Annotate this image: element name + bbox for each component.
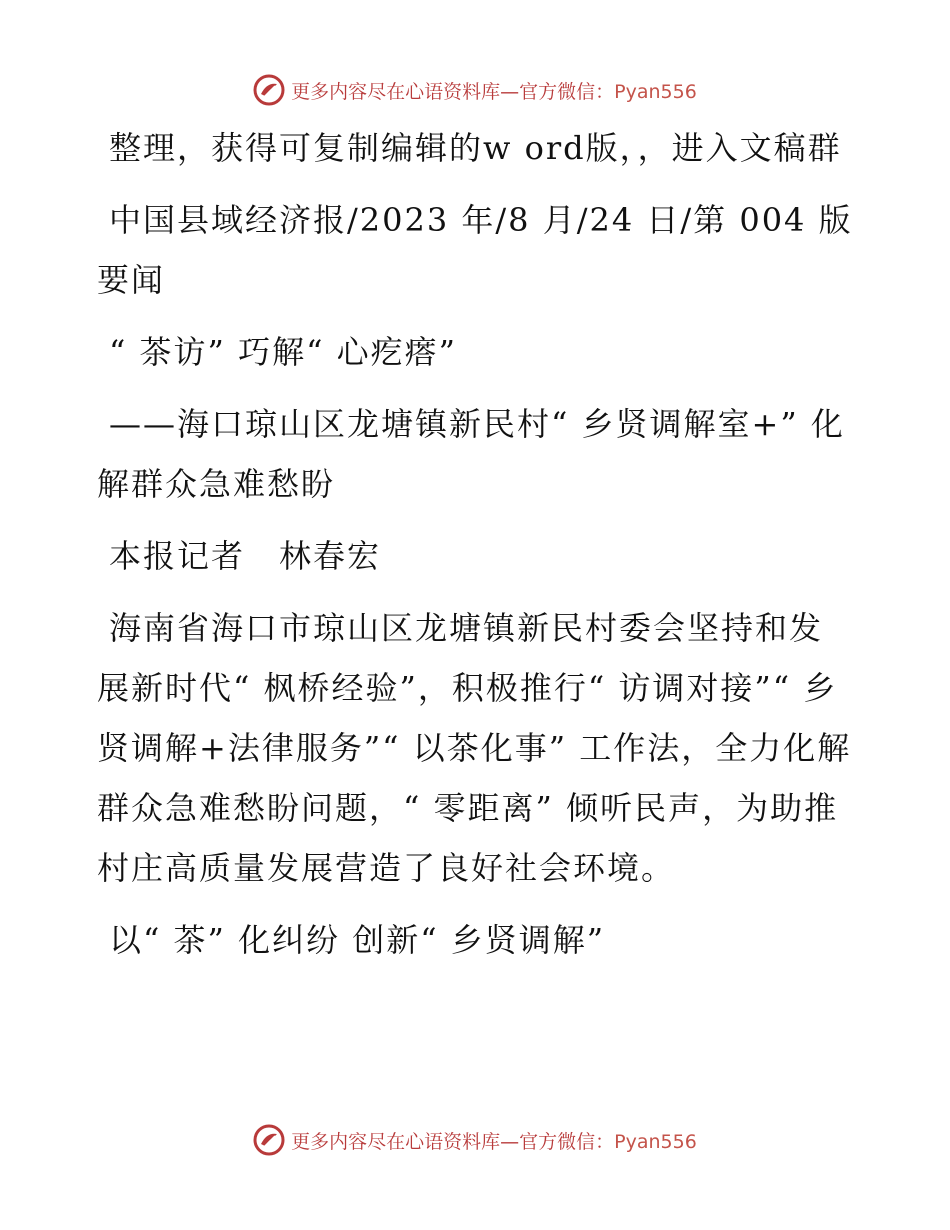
wechat-id: Pyan556: [614, 80, 697, 103]
section-heading: 以“ 茶” 化纠纷 创新“ 乡贤调解”: [109, 921, 606, 959]
banner-text: [291, 77, 697, 104]
banner-label: 更多内容尽在心语资料库—官方微信：: [291, 1130, 615, 1153]
body-paragraph: 海南省海口市琼山区龙塘镇新民村委会坚持和发展新时代“ 枫桥经验”，积极推行“ 访调对接”“ 乡贤调解+法律服务”“ 以茶化事” 工作法，全力化解群众急难愁盼问题，“ 零距离” 倾听民声，为助推村庄高质量发展营造了良好社会环境。: [97, 609, 852, 887]
document-body: [97, 118, 853, 970]
brand-logo-icon: [253, 1124, 285, 1156]
brand-logo-icon: [253, 74, 285, 106]
intro-note: 整理，获得可复制编辑的w ord版，，进入文稿群: [109, 129, 842, 167]
banner-text: [291, 1127, 697, 1154]
source-line: 中国县域经济报/2023 年/8 月/24 日/第 004 版要闻: [97, 201, 853, 299]
byline: 本报记者 林春宏: [109, 537, 382, 575]
header-banner: [0, 70, 950, 110]
article-subtitle: ——海口琼山区龙塘镇新民村“ 乡贤调解室+” 化解群众急难愁盼: [97, 405, 845, 503]
banner-label: 更多内容尽在心语资料库—官方微信：: [291, 80, 615, 103]
wechat-id: Pyan556: [614, 1130, 697, 1153]
article-title: “ 茶访” 巧解“ 心疙瘩”: [109, 333, 457, 371]
footer-banner: [0, 1120, 950, 1160]
